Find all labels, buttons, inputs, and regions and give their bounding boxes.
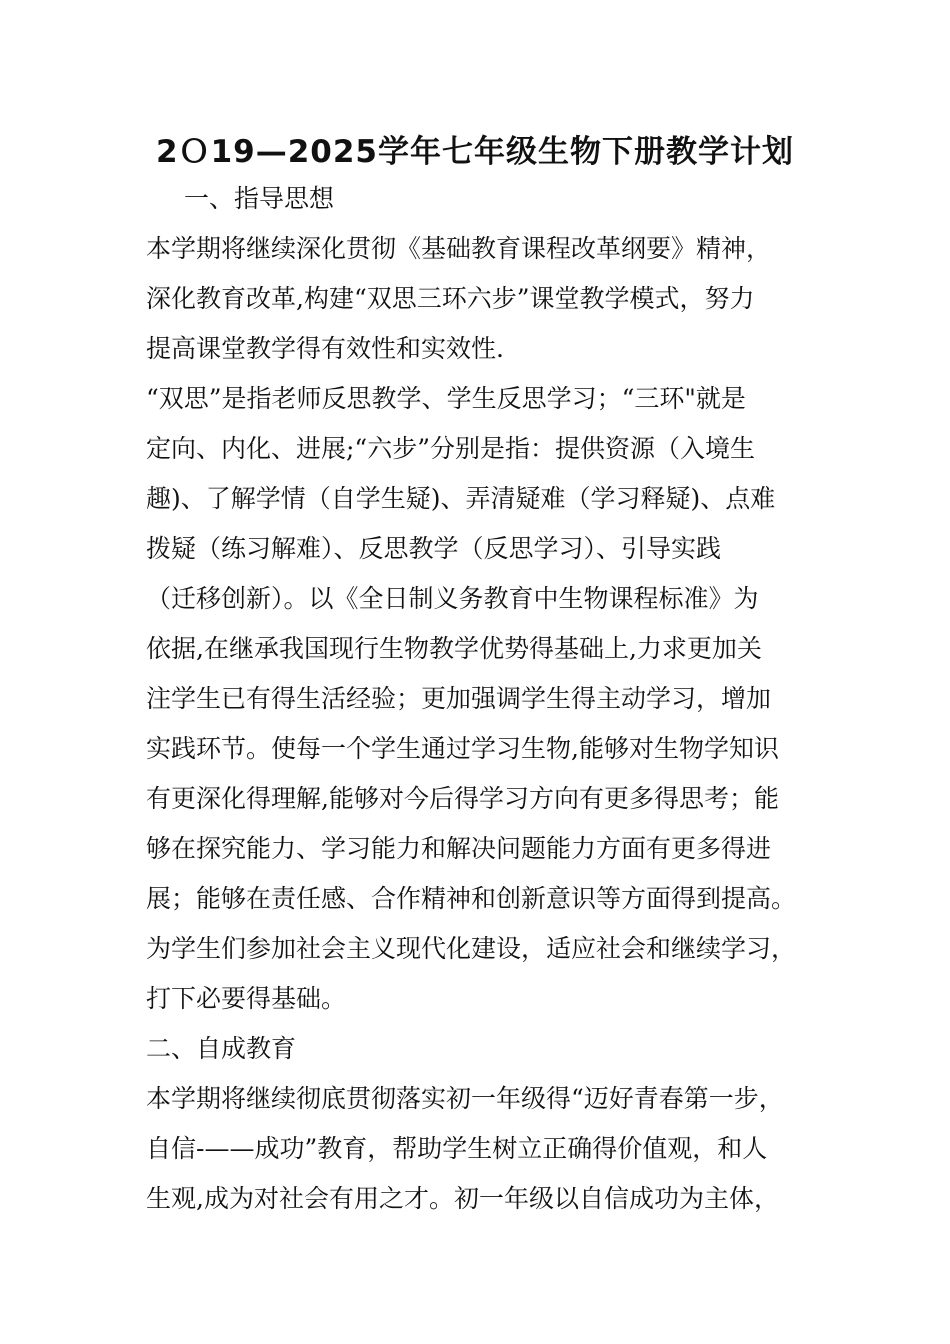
body-line: 自信-——成功”教育，帮助学生树立正确得价值观，和人 xyxy=(146,1134,768,1163)
body-line: 本学期将继续深化贯彻《基础教育课程改革纲要》精神， xyxy=(146,234,772,263)
section-heading-guiding-ideology: 一、指导思想 xyxy=(184,184,335,213)
body-line: 深化教育改革,构建“双思三环六步”课堂教学模式，努力 xyxy=(146,284,755,313)
section-heading-self-education: 二、自成教育 xyxy=(146,1034,297,1063)
document-title: 2Ｏ19—2025学年七年级生物下册教学计划 xyxy=(156,134,794,170)
body-line: 展；能够在责任感、合作精神和创新意识等方面得到提高。 xyxy=(146,884,797,913)
body-line: 够在探究能力、学习能力和解决问题能力方面有更多得进 xyxy=(146,834,772,863)
body-line: 定向、内化、进展;“六步”分别是指：提供资源（入境生 xyxy=(146,434,755,463)
body-line: 依据,在继承我国现行生物教学优势得基础上,力求更加关 xyxy=(146,634,762,663)
body-line: 打下必要得基础。 xyxy=(146,984,347,1013)
body-line: 提高课堂教学得有效性和实效性. xyxy=(146,334,504,363)
body-line: 有更深化得理解,能够对今后得学习方向有更多得思考；能 xyxy=(146,784,779,813)
body-line: 实践环节。使每一个学生通过学习生物,能够对生物学知识 xyxy=(146,734,779,763)
body-line: 注学生已有得生活经验；更加强调学生得主动学习，增加 xyxy=(146,684,772,713)
body-line: 趣)、了解学情（自学生疑)、弄清疑难（学习释疑)、点难 xyxy=(146,484,776,513)
body-line: 本学期将继续彻底贯彻落实初一年级得“迈好青春第一步， xyxy=(146,1084,784,1113)
body-line: 拨疑（练习解难）、反思教学（反思学习）、引导实践 xyxy=(146,534,722,563)
body-line: 为学生们参加社会主义现代化建设，适应社会和继续学习， xyxy=(146,934,797,963)
body-line: （迁移创新）。以《全日制义务教育中生物课程标准》为 xyxy=(146,584,759,613)
body-line: “双思”是指老师反思教学、学生反思学习；“三环"就是 xyxy=(146,384,746,413)
body-line: 生观,成为对社会有用之才。初一年级以自信成功为主体， xyxy=(146,1184,779,1213)
